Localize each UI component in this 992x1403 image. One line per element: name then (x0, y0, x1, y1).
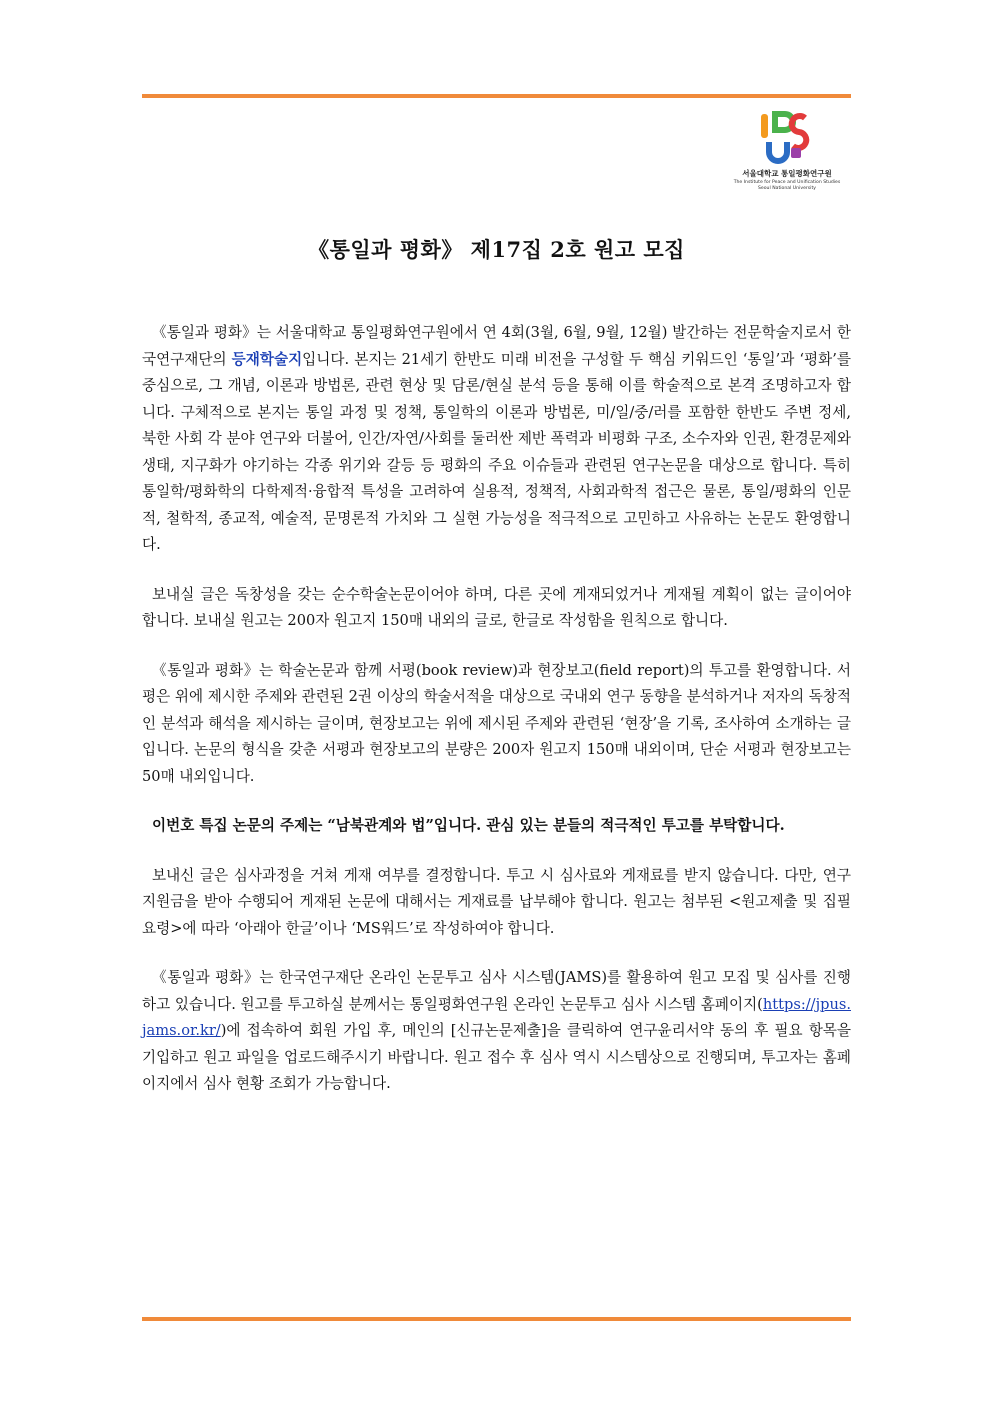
paragraph-submission-requirements: 보내실 글은 독창성을 갖는 순수학술논문이어야 하며, 다른 곳에 게재되었거나 게재될 계획이 없는 글이어야 합니다. 보내실 원고는 200자 원고지 150매 내외의 글로, 한글로 작성함을 원칙으로 합니다. (142, 585, 851, 629)
top-divider (142, 94, 851, 98)
ipus-emblem-icon (755, 108, 819, 166)
paragraph-intro-text-b: 입니다. 본지는 21세기 한반도 미래 비전을 구성할 두 핵심 키워드인 ‘통일’과 ‘평화’를 중심으로, 그 개념, 이론과 방법론, 관련 현상 및 담론/현실 분석 등을 통해 이를 학술적으로 본격 조명하고자 합니다. 구체적으로 본지는 통일 과정 및 정책, 통일학의 이론과 방법론, 미/일/중/러를 포함한 한반도 주변 정세, 북한 사회 각 분야 연구와 더불어, 인간/자연/사회를 둘러싼 제반 폭력과 비평화 구조, 소수자와 인권, 환경문제와 생태, 지구화가 야기하는 각종 위기와 갈등 등 평화의 주요 이슈들과 관련된 연구논문을 대상으로 합니다. 특히 통일학/평화학의 다학제적·융합적 특성을 고려하여 실용적, 정책적, 사회과학적 접근은 물론, 통일/평화의 인문적, 철학적, 종교적, 예술적, 문명론적 가치와 그 실현 가능성을 적극적으로 고민하고 사유하는 논문도 환영합니다. (142, 350, 851, 553)
logo-name-kr: 서울대학교 통일평화연구원 (742, 169, 832, 178)
paragraph-intro (142, 320, 851, 559)
paragraph-review-fees: 보내신 글은 심사과정을 거쳐 게재 여부를 결정합니다. 투고 시 심사료와 게재료를 받지 않습니다. 다만, 연구지원금을 받아 수행되어 게재된 논문에 대해서는 게재료를 납부해야 합니다. 원고는 첨부된 <원고제출 및 집필요령>에 따라 ‘아래아 한글’이나 ‘MS워드’로 작성하여야 합니다. (142, 866, 851, 937)
jams-homepage-link[interactable]: https://jpus.jams.or.kr/ (142, 995, 851, 1039)
accredited-journal-highlight: 등재학술지 (231, 350, 303, 368)
paragraph-online-submission (142, 965, 851, 1098)
page-title: 《통일과 평화》 제17집 2호 원고 모집 (308, 237, 685, 262)
paragraph-special-topic: 이번호 특집 논문의 주제는 “남북관계와 법”입니다. 관심 있는 분들의 적극적인 투고를 부탁합니다. (152, 817, 785, 834)
logo-name-en-2: Seoul National University (758, 186, 816, 191)
paragraph-online-text-b: )에 접속하여 회원 가입 후, 메인의 [신규논문제출]을 클릭하여 연구윤리서약 동의 후 필요 항목을 기입하고 원고 파일을 업로드해주시기 바랍니다. 원고 접수 후 심사 역시 시스템상으로 진행되며, 투고자는 홈페이지에서 심사 현황 조회가 가능합니다. (142, 1022, 851, 1092)
document-body (142, 320, 851, 1121)
logo-name-en-1: The Institute for Peace and Unification Studies (733, 180, 841, 185)
paragraph-intro-text-a: 《통일과 평화》는 서울대학교 통일평화연구원에서 연 4회(3월, 6월, 9월, 12월) 발간하는 전문학술지로서 한국연구재단의 (142, 324, 851, 368)
bottom-divider (142, 1317, 851, 1321)
institute-logo (722, 108, 852, 200)
paragraph-reviews-reports: 《통일과 평화》는 학술논문과 함께 서평(book review)과 현장보고(field report)의 투고를 환영합니다. 서평은 위에 제시한 주제와 관련된 2권 이상의 학술서적을 대상으로 국내외 연구 동향을 분석하거나 저자의 독창적인 분석과 해석을 제시하는 글이며, 현장보고는 위에 제시된 주제와 관련된 ‘현장’을 기록, 조사하여 소개하는 글입니다. 논문의 형식을 갖춘 서평과 현장보고의 분량은 200자 원고지 150매 내외이며, 단순 서평과 현장보고는 50매 내외입니다. (142, 661, 851, 785)
paragraph-online-text-a: 《통일과 평화》는 한국연구재단 온라인 논문투고 심사 시스템(JAMS)를 활용하여 원고 모집 및 심사를 진행하고 있습니다. 원고를 투고하실 분께서는 통일평화연구원 온라인 논문투고 심사 시스템 홈페이지( (142, 969, 851, 1013)
